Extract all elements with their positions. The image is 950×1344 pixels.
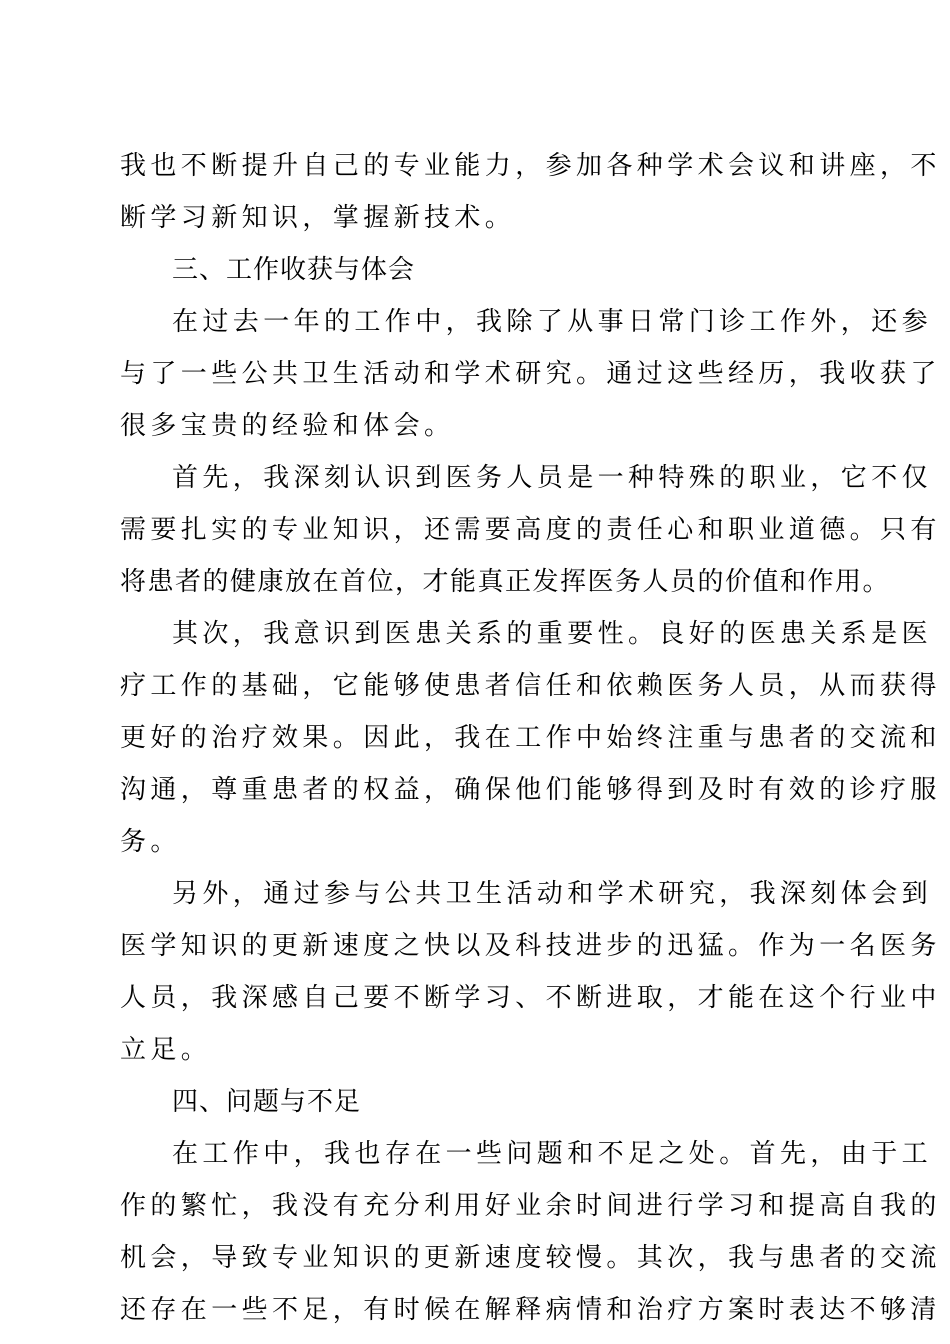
paragraph-line: 沟通，尊重患者的权益，确保他们能够得到及时有效的诊疗服 <box>120 775 941 805</box>
paragraph-line: 与了一些公共卫生活动和学术研究。通过这些经历，我收获了 <box>120 359 941 389</box>
paragraph-line: 更好的治疗效果。因此，我在工作中始终注重与患者的交流和 <box>120 723 941 753</box>
paragraph-line: 我也不断提升自己的专业能力，参加各种学术会议和讲座，不 <box>120 151 941 181</box>
paragraph-line: 务。 <box>120 827 181 857</box>
paragraph-line: 在过去一年的工作中，我除了从事日常门诊工作外，还参 <box>172 307 933 337</box>
section-heading: 三、工作收获与体会 <box>172 255 416 285</box>
paragraph-line: 立足。 <box>120 1035 212 1065</box>
section-heading: 四、问题与不足 <box>172 1087 362 1117</box>
paragraph-line: 在工作中，我也存在一些问题和不足之处。首先，由于工 <box>172 1139 933 1169</box>
paragraph-line: 另外，通过参与公共卫生活动和学术研究，我深刻体会到 <box>172 879 933 909</box>
document-body <box>120 140 941 1336</box>
paragraph-line: 首先，我深刻认识到医务人员是一种特殊的职业，它不仅 <box>172 463 933 493</box>
paragraph-line: 断学习新知识，掌握新技术。 <box>120 203 516 233</box>
paragraph-line: 很多宝贵的经验和体会。 <box>120 411 455 441</box>
paragraph-line: 医学知识的更新速度之快以及科技进步的迅猛。作为一名医务 <box>120 931 941 961</box>
paragraph-line: 还存在一些不足，有时候在解释病情和治疗方案时表达不够清 <box>120 1295 941 1325</box>
paragraph-line: 需要扎实的专业知识，还需要高度的责任心和职业道德。只有 <box>120 515 941 545</box>
paragraph-line: 机会，导致专业知识的更新速度较慢。其次，我与患者的交流 <box>120 1243 941 1273</box>
paragraph-line: 人员，我深感自己要不断学习、不断进取，才能在这个行业中 <box>120 983 941 1013</box>
paragraph-line: 其次，我意识到医患关系的重要性。良好的医患关系是医 <box>172 619 933 649</box>
paragraph-line: 疗工作的基础，它能够使患者信任和依赖医务人员，从而获得 <box>120 671 941 701</box>
paragraph-line: 作的繁忙，我没有充分利用好业余时间进行学习和提高自我的 <box>120 1191 941 1221</box>
paragraph-line: 将患者的健康放在首位，才能真正发挥医务人员的价值和作用。 <box>120 567 891 597</box>
